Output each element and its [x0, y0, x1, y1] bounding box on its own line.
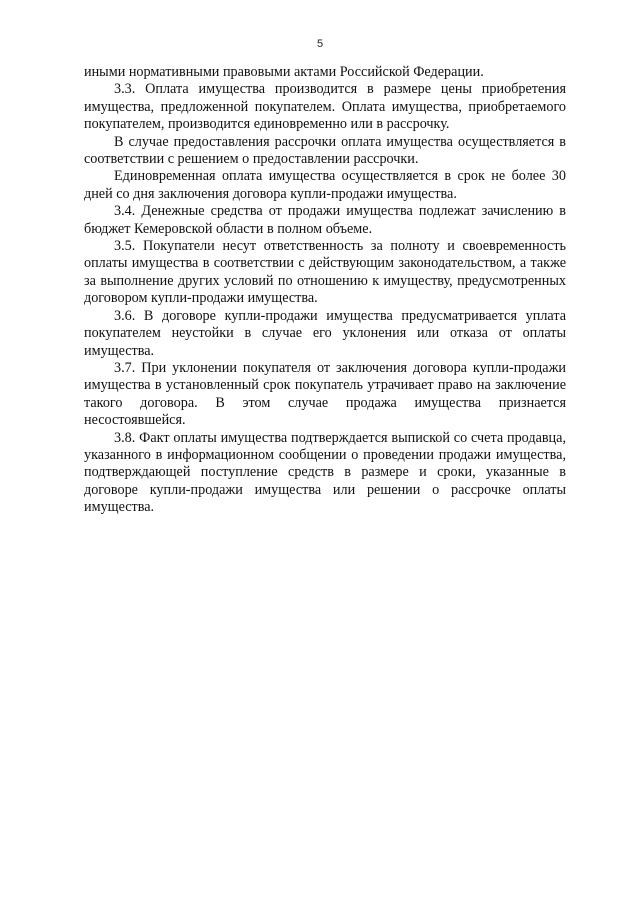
paragraph-3-8: 3.8. Факт оплаты имущества подтверждается выпиской со счета продавца, указанного в информационном сообщении о проведении продажи имущества, подтверждающей поступление средств в размере и сроки, указанные в договоре купли-продажи имущества или решении о рассрочке оплаты имущества.: [84, 429, 566, 516]
paragraph-3-4: 3.4. Денежные средства от продажи имущества подлежат зачислению в бюджет Кемеровской области в полном объеме.: [84, 203, 566, 237]
paragraph-3-3: 3.3. Оплата имущества производится в размере цены приобретения имущества, предложенной покупателем. Оплата имущества, приобретаемого покупателем, производится единовременно или в рассрочку.: [84, 81, 566, 133]
paragraph-3-5: 3.5. Покупатели несут ответственность за полноту и своевременность оплаты имущества в соответствии с действующим законодательством, а также за выполнение других условий по отношению к имуществу, предусмотренных договором купли-продажи имущества.: [84, 238, 566, 307]
paragraph-installment: В случае предоставления рассрочки оплата имущества осуществляется в соответствии с решением о предоставлении рассрочки.: [84, 133, 566, 168]
paragraph-3-7: 3.7. При уклонении покупателя от заключения договора купли-продажи имущества в установленный срок покупатель утрачивает право на заключение такого договора. В этом случае продажа имущества признается несостоявшейся.: [84, 359, 566, 429]
paragraph-lump-sum: Единовременная оплата имущества осуществляется в срок не более 30 дней со дня заключения договора купли-продажи имущества.: [84, 168, 566, 202]
paragraph-3-6: 3.6. В договоре купли-продажи имущества предусматривается уплата покупателем неустойки в случае его уклонения или отказа от оплаты имущества.: [84, 307, 566, 359]
page-number: 5: [316, 38, 324, 50]
document-body: [84, 64, 566, 517]
paragraph-continuation: иными нормативными правовыми актами Российской Федерации.: [84, 64, 484, 80]
